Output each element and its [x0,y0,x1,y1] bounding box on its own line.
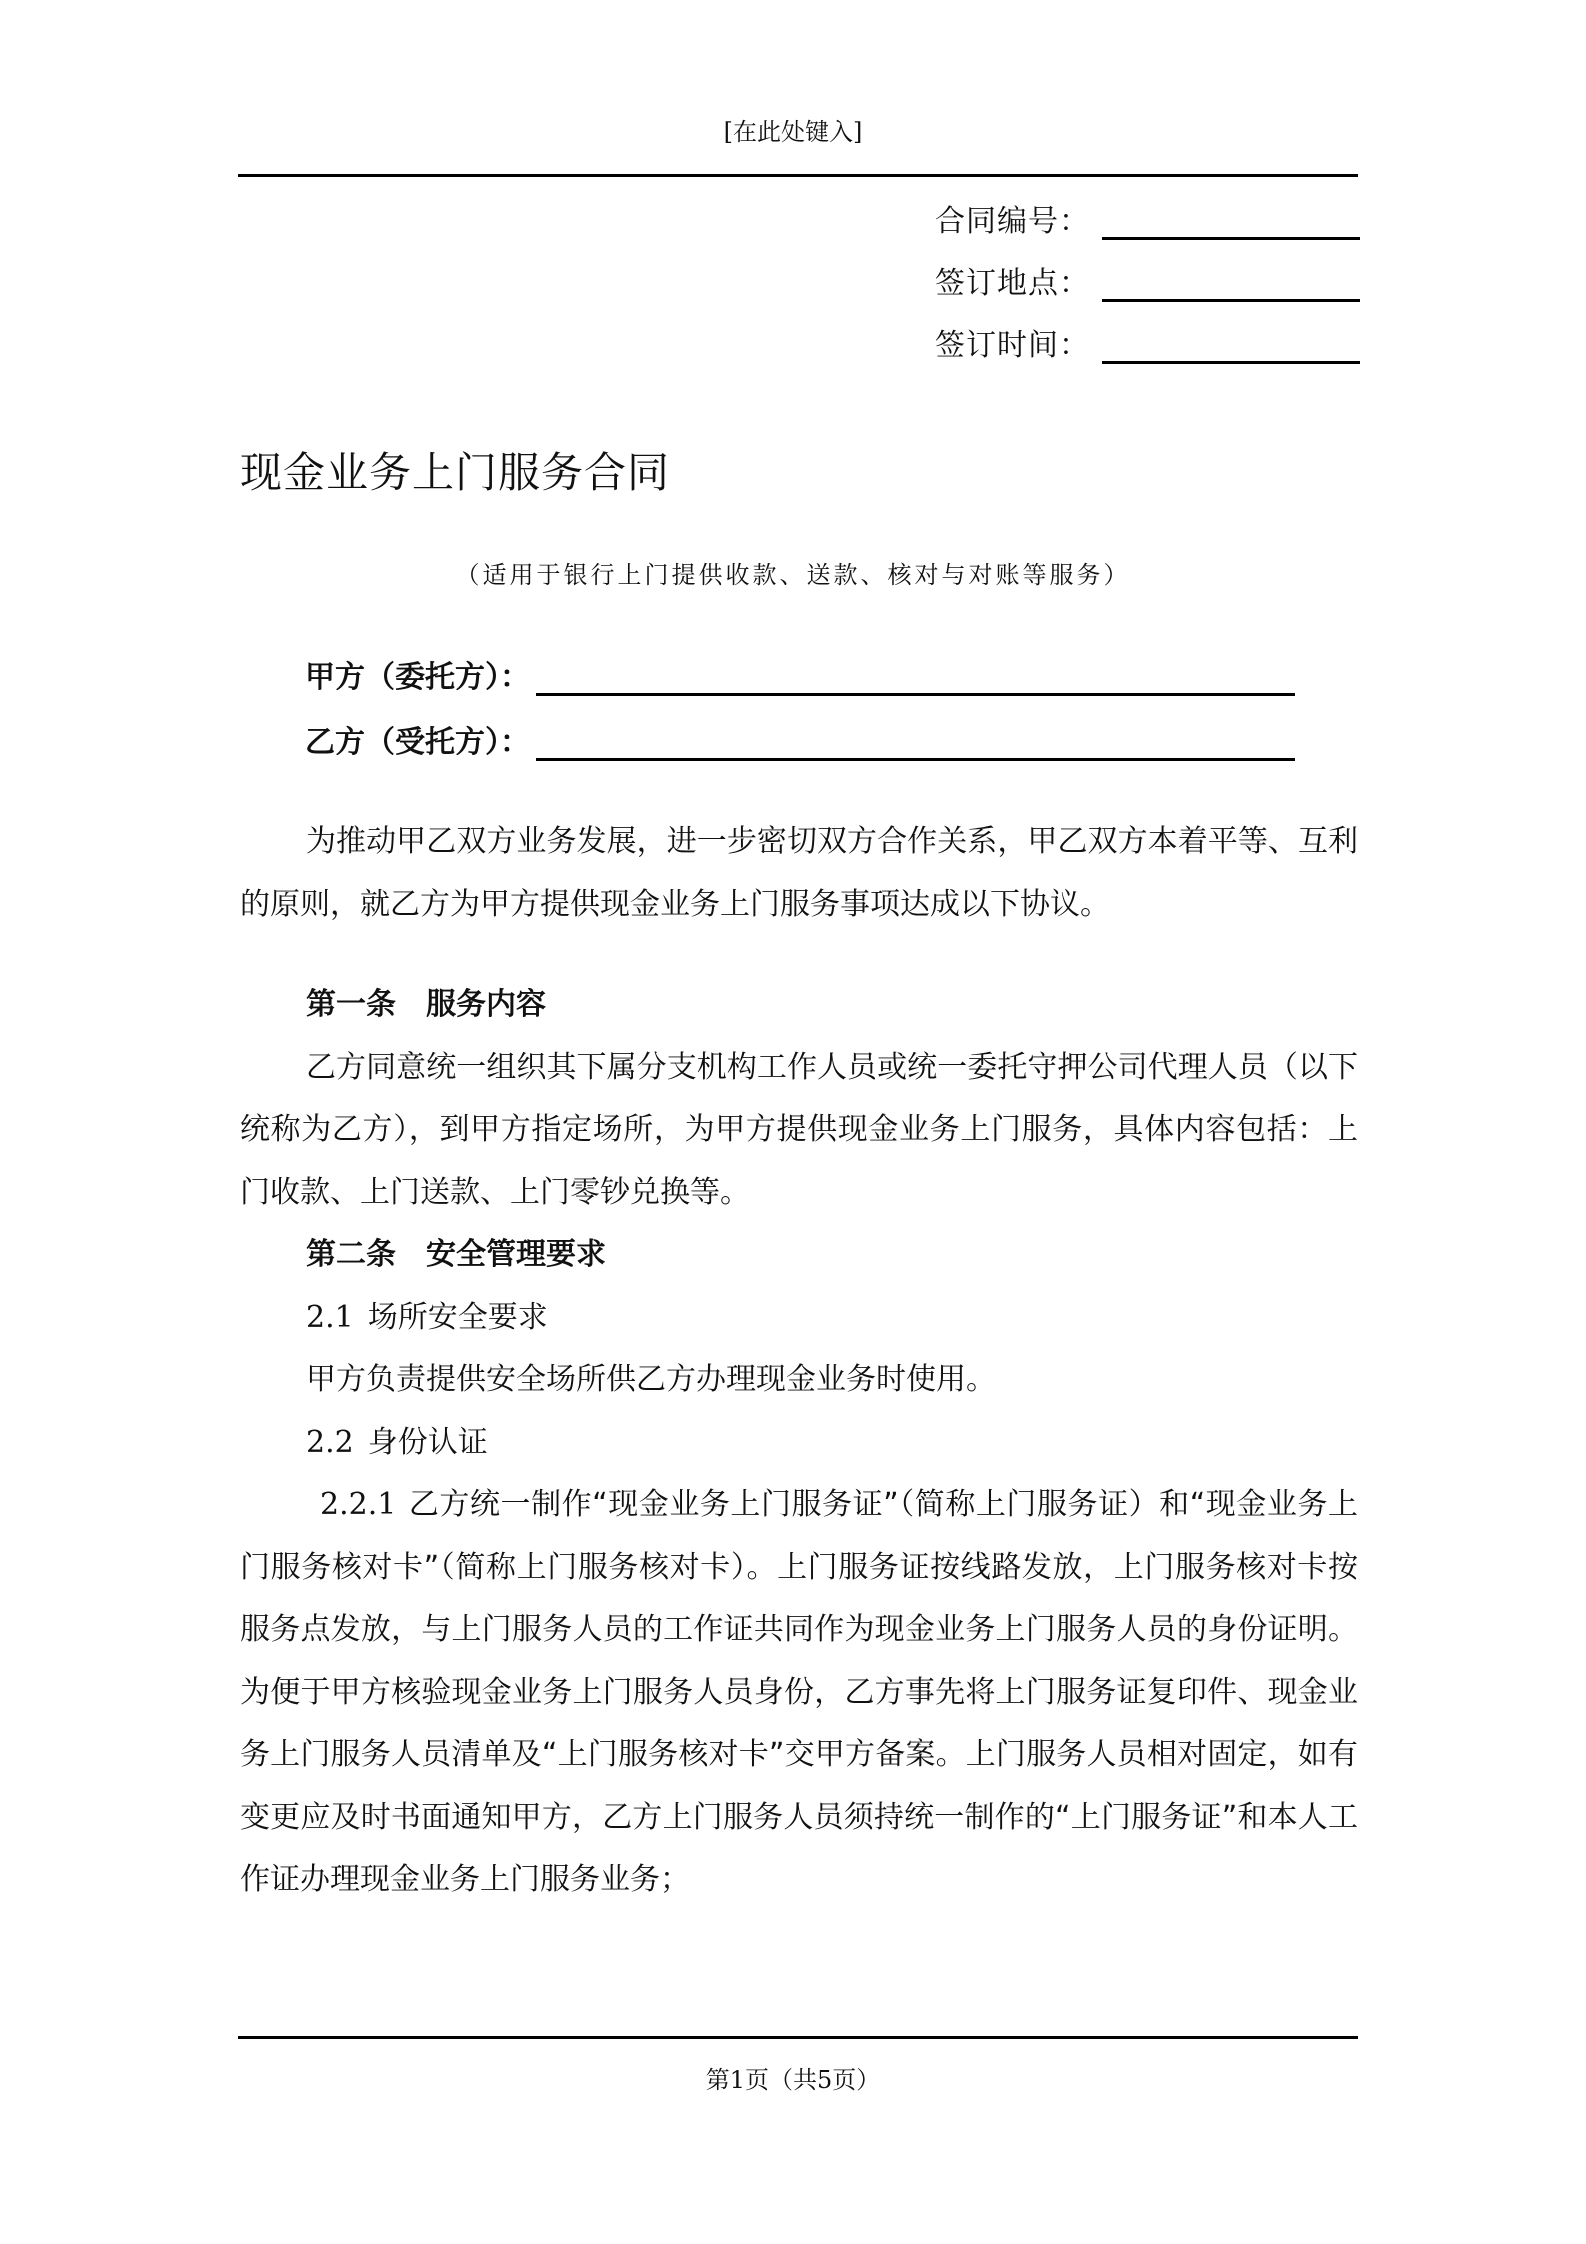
signing-place-field [935,262,1360,302]
page-number: 第1页（共5页） [705,2066,881,2094]
contract-number-label: 合同编号： [935,204,1090,239]
party-b-label: 乙方（受托方）： [305,725,530,760]
article-1-heading [240,974,1358,1037]
party-b-field [305,717,1295,761]
section-2-1-title: 场所安全要求 [367,1299,548,1335]
section-2-1-text: 甲方负责提供安全场所供乙方办理现金业务时使用。 [306,1362,996,1397]
article-1-text: 乙方同意统一组织其下属分支机构工作人员或统一委托守押公司代理人员（以下统称为乙方），到甲方指定场所，为甲方提供现金业务上门服务，具体内容包括：上门收款、上门送款、上门零钞兑换等。 [240,1049,1358,1210]
party-a-field [305,652,1295,696]
document-title: 现金业务上门服务合同 [240,448,671,497]
section-2-2-number: 2.2 [306,1424,354,1460]
section-2-2-1-paragraph [240,1474,1358,1912]
footer-divider [238,2036,1358,2039]
intro-paragraph: 为推动甲乙双方业务发展，进一步密切双方合作关系，甲乙双方本着平等、互利的原则，就乙方为甲方提供现金业务上门服务事项达成以下协议。 [240,824,1358,922]
party-a-blank[interactable] [536,663,1295,696]
article-1-title: 服务内容 [426,987,546,1022]
signing-place-label: 签订地点： [935,266,1090,301]
section-2-2-heading [240,1412,1358,1475]
document-subtitle: （适用于银行上门提供收款、送款、核对与对账等服务） [455,561,1131,589]
contract-number-blank[interactable] [1102,207,1360,240]
article-1-number: 第一条 [306,987,396,1022]
header-divider [238,174,1358,177]
section-2-1-heading [240,1287,1358,1350]
contract-body [240,974,1358,1912]
article-2-heading [240,1224,1358,1287]
signing-time-field [935,324,1360,364]
section-2-2-title: 身份认证 [367,1424,488,1460]
section-2-1-number: 2.1 [306,1299,354,1335]
section-2-2-1-number: 2.2.1 [320,1487,397,1522]
intro-section [240,811,1358,936]
signing-place-blank[interactable] [1102,269,1360,302]
party-a-label: 甲方（委托方）： [305,660,530,695]
article-2-title: 安全管理要求 [426,1237,606,1272]
signing-time-blank[interactable] [1102,331,1360,364]
signing-time-label: 签订时间： [935,328,1090,363]
contract-number-field [935,200,1360,240]
section-2-2-1-text: 乙方统一制作“现金业务上门服务证”（简称上门服务证）和“现金业务上门服务核对卡”（简称上门服务核对卡）。上门服务证按线路发放，上门服务核对卡按服务点发放，与上门服务人员的工作证共同作为现金业务上门服务人员的身份证明。为便于甲方核验现金业务上门服务人员身份，乙方事先将上门服务证复印件、现金业务上门服务人员清单及“上门服务核对卡”交甲方备案。上门服务人员相对固定，如有变更应及时书面通知甲方，乙方上门服务人员须持统一制作的“上门服务证”和本人工作证办理现金业务上门服务业务； [240,1487,1358,1897]
party-b-blank[interactable] [536,728,1295,761]
article-2-number: 第二条 [306,1237,396,1272]
page-header-placeholder[interactable]: [在此处键入] [723,118,863,146]
